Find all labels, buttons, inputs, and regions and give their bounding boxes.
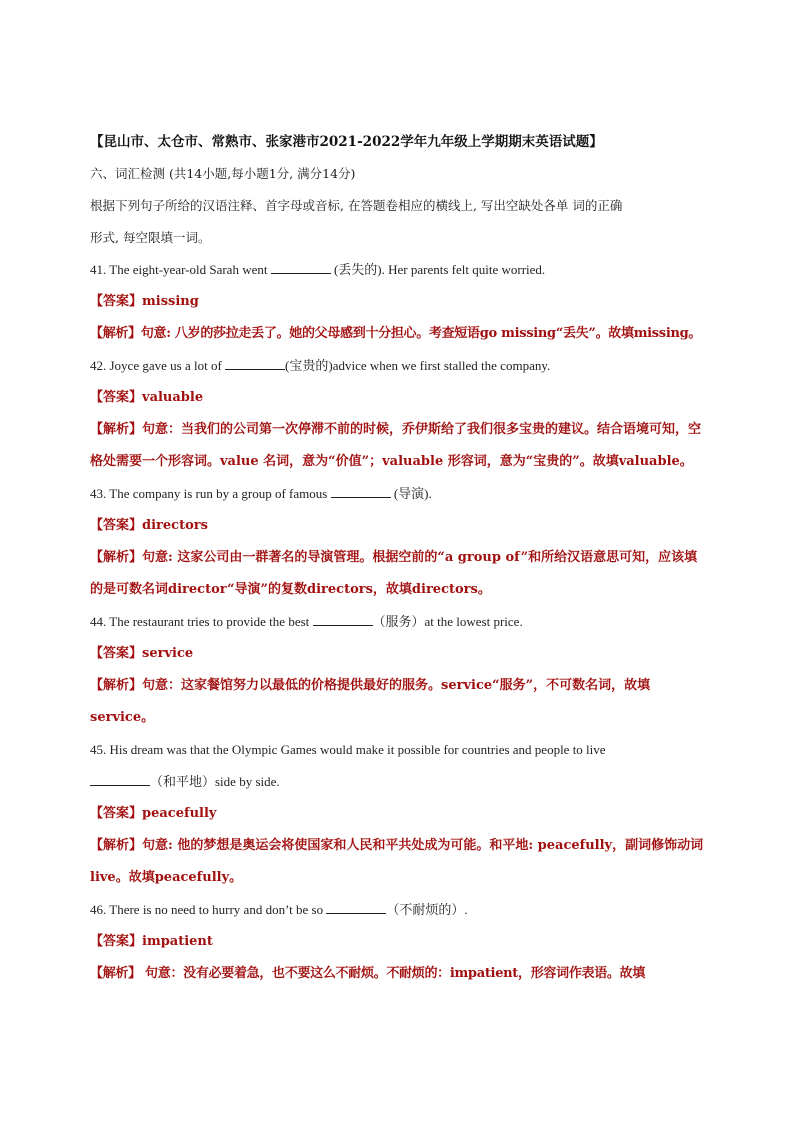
answer-44: 【答案】service (90, 646, 194, 661)
section-instructions-line-2: 形式, 每空限填一词。 (90, 230, 211, 245)
question-43: 43. The company is run by a group of famous (导演). (90, 478, 704, 510)
answer-blank (313, 611, 373, 626)
answer-blank (225, 355, 285, 370)
question-45: 45. His dream was that the Olympic Games would make it possible for countries and people to live (90, 742, 606, 757)
answer-41: 【答案】missing (90, 294, 199, 309)
answer-blank (326, 899, 386, 914)
section-instructions-line-1: 根据下列句子所给的汉语注释、首字母或音标, 在答题卷相应的横线上, 写出空缺处各单 词的正确 (90, 198, 623, 213)
explanation-46: 【解析】 句意：没有必要着急，也不要这么不耐烦。不耐烦的：impatient，形容词作表语。故填 (90, 966, 646, 981)
explanation-43: 【解析】句意: 这家公司由一群著名的导演管理。根据空前的“a group of”和所给汉语意思可知，应该填的是可数名词director“导演”的复数directors，故填directors。 (90, 550, 698, 597)
answer-46: 【答案】impatient (90, 934, 213, 949)
answer-42: 【答案】valuable (90, 390, 204, 405)
answer-blank (90, 771, 150, 786)
question-41: 41. The eight-year-old Sarah went (丢失的). Her parents felt quite worried. (90, 254, 704, 286)
explanation-41: 【解析】句意: 八岁的莎拉走丢了。她的父母感到十分担心。考查短语go missing“丢失”。故填missing。 (90, 326, 702, 341)
answer-blank (331, 483, 391, 498)
question-42: 42. Joyce gave us a lot of (宝贵的)advice when we first stalled the company. (90, 350, 704, 382)
document-page (90, 126, 704, 990)
answer-45: 【答案】peacefully (90, 806, 217, 821)
question-44: 44. The restaurant tries to provide the best （服务）at the lowest price. (90, 606, 704, 638)
answer-43: 【答案】directors (90, 518, 208, 533)
document-title: 【昆山市、太仓市、常熟市、张家港市2021-2022学年九年级上学期期末英语试题】 (90, 134, 603, 150)
section-heading: 六、词汇检测 (共14小题,每小题1分, 满分14分) (90, 166, 356, 181)
explanation-45: 【解析】句意: 他的梦想是奥运会将使国家和人民和平共处成为可能。和平地: peacefully，副词修饰动词live。故填peacefully。 (90, 838, 704, 885)
question-46: 46. There is no need to hurry and don’t be so （不耐烦的）. (90, 894, 704, 926)
explanation-42: 【解析】句意：当我们的公司第一次停滞不前的时候，乔伊斯给了我们很多宝贵的建议。结合语境可知，空格处需要一个形容词。value 名词，意为“价值”；valuable 形容词，意为“宝贵的”。故填valuable。 (90, 422, 702, 469)
explanation-44: 【解析】句意：这家餐馆努力以最低的价格提供最好的服务。service“服务”，不可数名词，故填service。 (90, 678, 651, 725)
question-45-line-2: （和平地）side by side. (90, 766, 704, 798)
answer-blank (271, 259, 331, 274)
